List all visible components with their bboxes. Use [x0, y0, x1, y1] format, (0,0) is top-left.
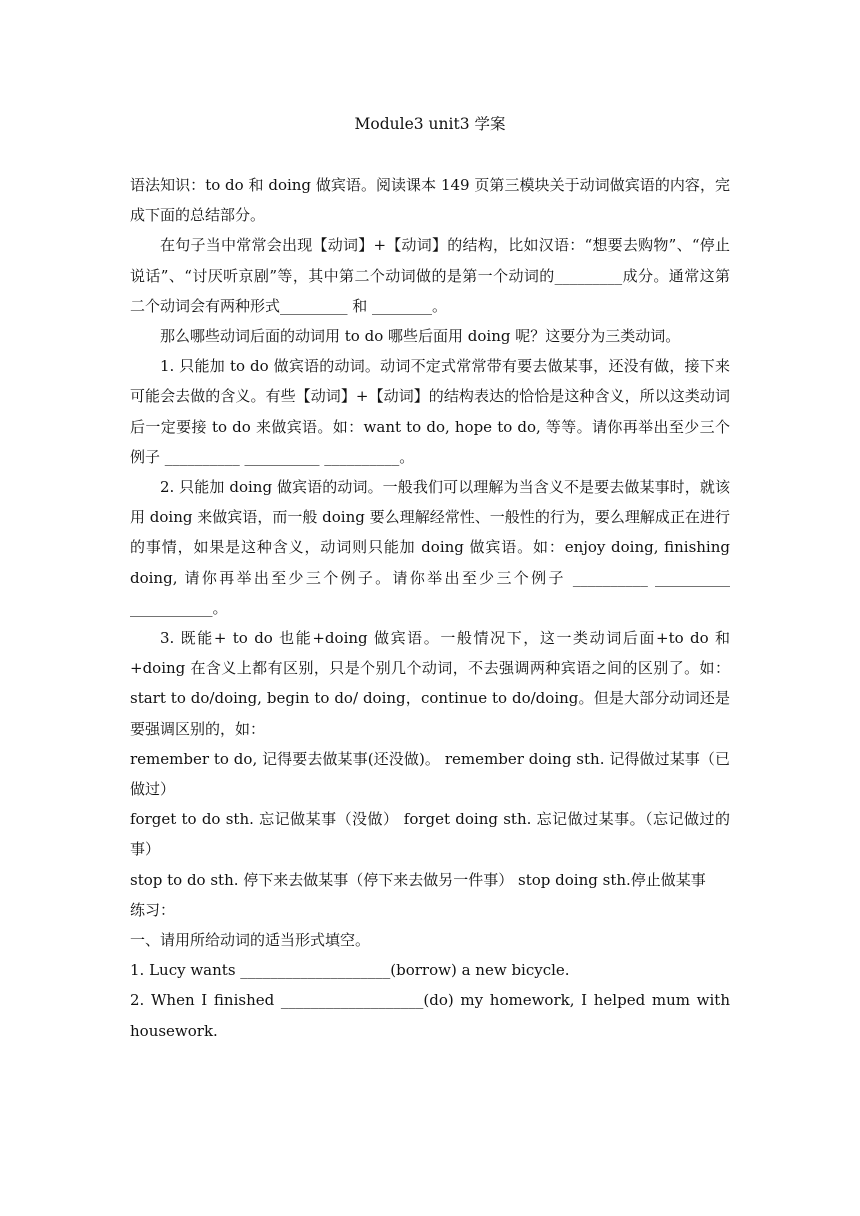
to-do-only-paragraph: 1. 只能加 to do 做宾语的动词。动词不定式常常带有要去做某事，还没有做，接下来可能会去做的含义。有些【动词】+【动词】的结构表达的恰恰是这种含义，所以这类动词后一定要接 to do 来做宾语。如：want to do, hope to do, 等等。请你再举出至少三个例子 __________ __________ __________。	[130, 357, 730, 466]
exercise-item-2: 2. When I finished ___________________(do) my homework, I helped mum with housework.	[130, 991, 730, 1040]
three-classes-paragraph: 那么哪些动词后面的动词用 to do 哪些后面用 doing 呢？这要分为三类动词。	[160, 327, 681, 346]
document-body	[130, 170, 730, 1046]
doing-only-paragraph: 2. 只能加 doing 做宾语的动词。一般我们可以理解为当含义不是要去做某事时，就该用 doing 来做宾语，而一般 doing 要么理解经常性、一般性的行为，要么理解成正在进行的事情，如果是这种含义，动词则只能加 doing 做宾语。如：enjoy doing, finishing doing, 请你再举出至少三个例子。请你举出至少三个例子 __________ __________ ___________。	[130, 478, 730, 617]
stop-example: stop to do sth. 停下来去做某事（停下来去做另一件事） stop doing sth.停止做某事	[130, 870, 706, 889]
exercise-instruction: 一、请用所给动词的适当形式填空。	[130, 931, 371, 950]
forget-example: forget to do sth. 忘记做某事（没做） forget doing sth. 忘记做过某事。（忘记做过的事）	[130, 810, 730, 859]
exercise-item-1: 1. Lucy wants ____________________(borrow) a new bicycle.	[130, 961, 570, 980]
grammar-intro: 语法知识：to do 和 doing 做宾语。阅读课本 149 页第三模块关于动词做宾语的内容，完成下面的总结部分。	[130, 176, 730, 225]
exercise-heading: 练习：	[130, 900, 176, 919]
verb-verb-paragraph: 在句子当中常常会出现【动词】+【动词】的结构，比如汉语：“想要去购物”、“停止说话”、“讨厌听京剧”等，其中第二个动词做的是第一个动词的_________成分。通常这第二个动词会有两种形式_________ 和 ________。	[130, 236, 730, 315]
page-title: Module3 unit3 学案	[354, 115, 506, 133]
remember-example: remember to do, 记得要去做某事(还没做)。 remember doing sth. 记得做过某事（已做过）	[130, 749, 730, 799]
both-forms-paragraph: 3. 既能+ to do 也能+doing 做宾语。一般情况下，这一类动词后面+to do 和+doing 在含义上都有区别，只是个别几个动词，不去强调两种宾语之间的区别了。如： start to do/doing, begin to do/ doing，continue to do/doing。但是大部分动词还是要强调区别的，如：	[130, 629, 730, 738]
